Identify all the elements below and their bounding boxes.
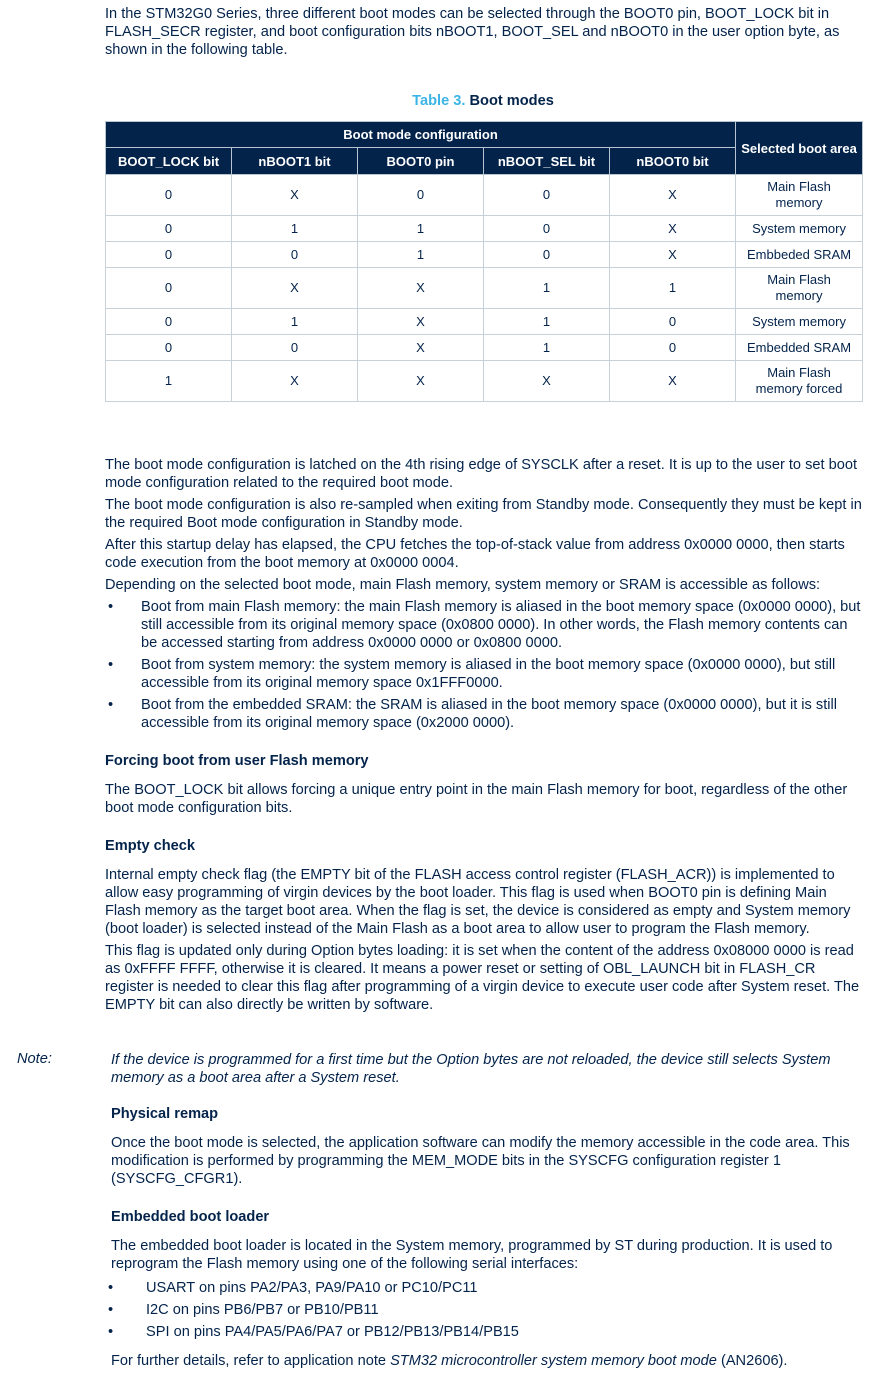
list-item-text: I2C on pins PB6/PB7 or PB10/PB11 (146, 1302, 379, 1318)
config-cell: 0 (358, 175, 484, 216)
paragraph: This flag is updated only during Option bytes loading: it is set when the content of the address 0x08000 0000 is read as 0xFFFF FFFF, otherwise it is cleared. It means a power reset or setting of OBL_LAUNCH bit in FLASH_CR register is needed to clear this flag after programming of a virgin device to execute user code after System reset. The EMPTY bit can also directly be written by software. (105, 943, 860, 1013)
table-row (106, 361, 863, 402)
config-cell: X (610, 216, 736, 242)
table-caption-number: Table 3. (412, 93, 466, 109)
config-cell: 1 (106, 361, 232, 402)
empty-check-section (105, 838, 865, 1018)
further-suffix: (AN2606). (716, 1353, 788, 1369)
config-cell: 0 (106, 175, 232, 216)
config-cell: 1 (232, 216, 358, 242)
table-row (106, 335, 863, 361)
table-caption-title: Boot modes (469, 93, 554, 109)
bullet-icon: • (108, 1302, 114, 1318)
group-header: Boot mode configuration (106, 122, 736, 148)
further-details (111, 1352, 866, 1370)
bullet-icon: • (108, 599, 114, 615)
table-row (106, 309, 863, 335)
list-item (105, 1323, 865, 1341)
config-cell: X (232, 268, 358, 309)
section-heading: Physical remap (111, 1106, 219, 1122)
boot-modes-table (105, 121, 863, 402)
boot-memory-list (105, 598, 865, 736)
table-row (106, 175, 863, 216)
config-cell: 1 (358, 216, 484, 242)
body-paragraphs (105, 456, 865, 598)
list-item (105, 1301, 865, 1319)
config-cell: 0 (106, 309, 232, 335)
config-cell: 0 (106, 216, 232, 242)
interface-list (105, 1279, 865, 1345)
boot-area-cell: System memory (736, 216, 863, 242)
config-cell: 1 (484, 335, 610, 361)
paragraph: Once the boot mode is selected, the application software can modify the memory accessible in the code area. This modification is performed by programming the MEM_MODE bits in the SYSCFG configuration register 1 (SYSCFG_CFGR1). (111, 1135, 850, 1187)
config-cell: X (232, 361, 358, 402)
column-header: BOOT_LOCK bit (106, 148, 232, 175)
paragraph: Internal empty check flag (the EMPTY bit of the FLASH access control register (FLASH_ACR)) is implemented to allow easy programming of virgin devices by the boot loader. This flag is used when BOOT0 pin is defining Main Flash memory as the target boot area. When the flag is set, the device is considered as empty and System memory (boot loader) is selected instead of the Main Flash as a boot area to allow user to program the Flash memory. (105, 867, 851, 937)
config-cell: 0 (484, 216, 610, 242)
column-header: nBOOT_SEL bit (484, 148, 610, 175)
config-cell: 0 (232, 335, 358, 361)
list-item (105, 696, 865, 732)
config-cell: 1 (358, 242, 484, 268)
note-paragraph: If the device is programmed for a first time but the Option bytes are not reloaded, the device still selects System memory as a boot area after a System reset. (111, 1052, 831, 1086)
config-cell: 1 (484, 268, 610, 309)
paragraph: The boot mode configuration is also re-sampled when exiting from Standby mode. Consequently they must be kept in the required Boot mode configuration in Standby mode. (105, 497, 862, 531)
config-cell: 0 (106, 268, 232, 309)
list-item-text: Boot from the embedded SRAM: the SRAM is aliased in the boot memory space (0x0000 0000), but it is still accessible from its original memory space (0x2000 0000). (141, 697, 837, 731)
boot-area-cell: Main Flash memory (736, 175, 863, 216)
paragraph: After this startup delay has elapsed, the CPU fetches the top-of-stack value from address 0x0000 0000, then starts code execution from the boot memory at 0x0000 0004. (105, 537, 845, 571)
config-cell: 0 (106, 335, 232, 361)
paragraph: The boot mode configuration is latched on the 4th rising edge of SYSCLK after a reset. It is up to the user to set boot mode configuration related to the required boot mode. (105, 457, 858, 491)
column-header: nBOOT0 bit (610, 148, 736, 175)
section-heading: Forcing boot from user Flash memory (105, 753, 369, 769)
list-item-text: Boot from main Flash memory: the main Flash memory is aliased in the boot memory space (0x0000 0000), but still accessible from its original memory space (0x0800 0000). In other words, the Flash memory contents can be accessed starting from address 0x0000 0000 or 0x0800 0000. (141, 599, 861, 651)
note-label: Note: (17, 1051, 52, 1067)
config-cell: X (610, 242, 736, 268)
table-caption (105, 93, 861, 109)
bullet-icon: • (108, 1280, 114, 1296)
section-heading: Embedded boot loader (111, 1209, 270, 1225)
app-note-title: STM32 microcontroller system memory boot mode (390, 1353, 717, 1369)
boot-area-cell: Main Flash memory (736, 268, 863, 309)
list-item-text: Boot from system memory: the system memory is aliased in the boot memory space (0x0000 0000), but still accessible from its original memory space 0x1FFF0000. (141, 657, 836, 691)
config-cell: 0 (610, 309, 736, 335)
list-item (105, 598, 865, 652)
boot-area-cell: Embbeded SRAM (736, 242, 863, 268)
config-cell: 0 (484, 242, 610, 268)
config-cell: X (358, 309, 484, 335)
intro-text: In the STM32G0 Series, three different boot modes can be selected through the BOOT0 pin, BOOT_LOCK bit in FLASH_SECR register, and boot configuration bits nBOOT1, BOOT_SEL and nBOOT0 in the user option byte, as shown in the following table. (105, 6, 840, 58)
config-cell: X (358, 268, 484, 309)
config-cell: 0 (232, 242, 358, 268)
boot-area-cell: Main Flash memory forced (736, 361, 863, 402)
physical-remap-section (111, 1106, 866, 1188)
config-cell: X (358, 335, 484, 361)
paragraph: Depending on the selected boot mode, main Flash memory, system memory or SRAM is accessible as follows: (105, 577, 821, 593)
config-cell: 1 (232, 309, 358, 335)
result-header: Selected boot area (736, 122, 863, 175)
list-item-text: USART on pins PA2/PA3, PA9/PA10 or PC10/PC11 (146, 1280, 478, 1296)
config-cell: 0 (106, 242, 232, 268)
config-cell: 1 (610, 268, 736, 309)
column-header: nBOOT1 bit (232, 148, 358, 175)
config-cell: X (484, 361, 610, 402)
intro-paragraph (105, 5, 865, 59)
config-cell: 0 (484, 175, 610, 216)
paragraph (111, 1352, 866, 1370)
note-text (111, 1051, 861, 1087)
boot-area-cell: System memory (736, 309, 863, 335)
config-cell: X (358, 361, 484, 402)
paragraph: The BOOT_LOCK bit allows forcing a unique entry point in the main Flash memory for boot, regardless of the other boot mode configuration bits. (105, 782, 848, 816)
bullet-icon: • (108, 657, 114, 673)
bullet-icon: • (108, 1324, 114, 1340)
paragraph: The embedded boot loader is located in the System memory, programmed by ST during production. It is used to reprogram the Flash memory using one of the following serial interfaces: (111, 1238, 833, 1272)
further-prefix: For further details, refer to application note (111, 1353, 391, 1369)
table-row (106, 216, 863, 242)
config-cell: 1 (484, 309, 610, 335)
boot-loader-section (111, 1209, 866, 1277)
section-heading: Empty check (105, 838, 196, 854)
bullet-icon: • (108, 697, 114, 713)
config-cell: X (610, 361, 736, 402)
list-item (105, 656, 865, 692)
column-header: BOOT0 pin (358, 148, 484, 175)
table-row (106, 268, 863, 309)
list-item-text: SPI on pins PA4/PA5/PA6/PA7 or PB12/PB13/PB14/PB15 (146, 1324, 519, 1340)
config-cell: 0 (610, 335, 736, 361)
boot-area-cell: Embedded SRAM (736, 335, 863, 361)
config-cell: X (232, 175, 358, 216)
config-cell: X (610, 175, 736, 216)
forcing-section (105, 753, 865, 817)
table-row (106, 242, 863, 268)
list-item (105, 1279, 865, 1297)
